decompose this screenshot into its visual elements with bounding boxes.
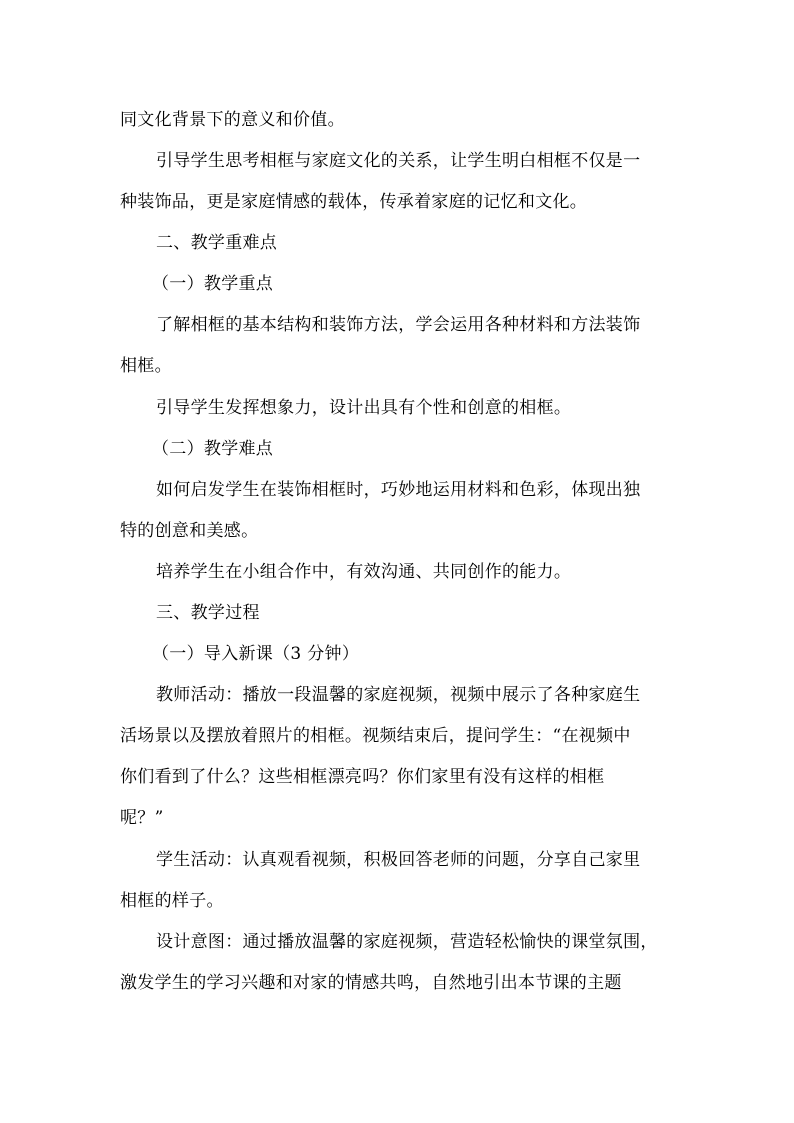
section-heading: 二、教学重难点: [156, 233, 278, 253]
subsection-heading: （二）教学难点: [152, 439, 274, 459]
subsection-heading: （一）教学重点: [152, 274, 274, 294]
paragraph-line: 了解相框的基本结构和装饰方法，学会运用各种材料和方法装饰: [156, 315, 641, 335]
paragraph-line: 引导学生发挥想象力，设计出具有个性和创意的相框。: [156, 398, 572, 418]
paragraph-line: 教师活动：播放一段温馨的家庭视频，视频中展示了各种家庭生: [156, 685, 641, 705]
section-heading: 三、教学过程: [156, 603, 260, 623]
paragraph-line: 相框。: [120, 356, 172, 376]
paragraph-line: 特的创意和美感。: [120, 521, 259, 541]
paragraph-line: 引导学生思考相框与家庭文化的关系，让学生明白相框不仅是一: [156, 151, 641, 171]
paragraph-line: 激发学生的学习兴趣和对家的情感共鸣，自然地引出本节课的主题: [120, 973, 622, 993]
paragraph-line: 如何启发学生在装饰相框时，巧妙地运用材料和色彩，体现出独: [156, 480, 641, 500]
paragraph-line: 你们看到了什么？这些相框漂亮吗？你们家里有没有这样的相框: [120, 767, 605, 787]
paragraph-line: 相框的样子。: [120, 891, 224, 911]
paragraph-line: 设计意图：通过播放温馨的家庭视频，营造轻松愉快的课堂氛围，: [156, 932, 658, 952]
paragraph-line: 种装饰品，更是家庭情感的载体，传承着家庭的记忆和文化。: [120, 192, 588, 212]
subsection-heading: （一）导入新课（3 分钟）: [152, 644, 360, 664]
paragraph-line: 学生活动：认真观看视频，积极回答老师的问题，分享自己家里: [156, 850, 641, 870]
paragraph-line: 培养学生在小组合作中，有效沟通、共同创作的能力。: [156, 562, 572, 582]
paragraph-line: 呢？”: [120, 808, 164, 828]
paragraph-continuation: 同文化背景下的意义和价值。: [120, 110, 345, 130]
paragraph-line: 活场景以及摆放着照片的相框。视频结束后，提问学生：“在视频中: [120, 726, 631, 746]
